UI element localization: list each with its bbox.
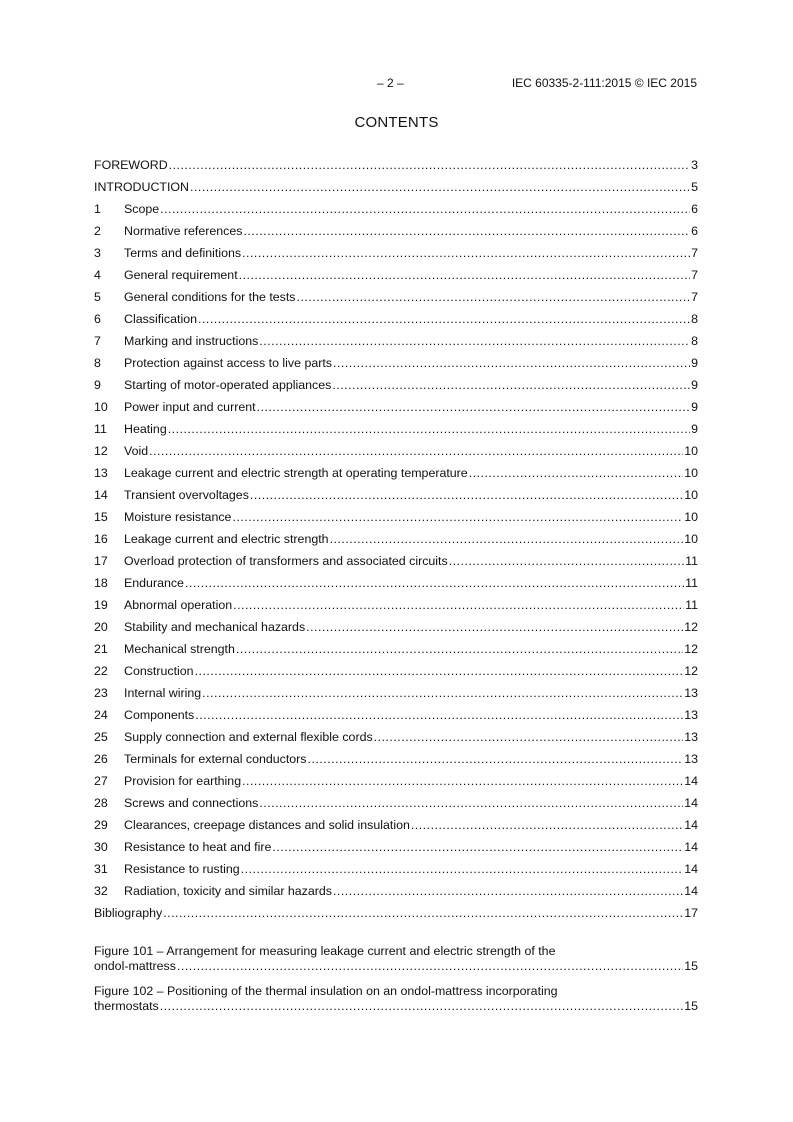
toc-entry-number: 24 xyxy=(94,708,108,722)
toc-entry-label: Abnormal operation xyxy=(124,598,233,612)
toc-entry-page: 14 xyxy=(684,884,698,898)
toc-entry-label: Starting of motor-operated appliances xyxy=(124,378,332,392)
dot-leader xyxy=(272,840,683,854)
dot-leader xyxy=(449,554,684,568)
toc-entry-label: Radiation, toxicity and similar hazards xyxy=(124,884,332,898)
toc-entry-label: INTRODUCTION xyxy=(94,180,189,194)
toc-entry-clause-26[interactable] xyxy=(94,752,698,774)
toc-entry-number: 23 xyxy=(94,686,108,700)
toc-entry-page: 6 xyxy=(691,224,698,238)
toc-entry-page: 11 xyxy=(685,576,698,590)
toc-entry-clause-20[interactable] xyxy=(94,620,698,642)
toc-entry-page: 14 xyxy=(684,840,698,854)
toc-entry-page: 9 xyxy=(691,400,698,414)
document-id: IEC 60335-2-111:2015 © IEC 2015 xyxy=(511,76,697,90)
toc-entry-label: Bibliography xyxy=(94,906,163,920)
toc-entry-page: 13 xyxy=(684,708,698,722)
toc-entry-clause-8[interactable] xyxy=(94,356,698,378)
toc-entry-label: Normative references xyxy=(124,224,243,238)
dot-leader xyxy=(259,796,683,810)
dot-leader xyxy=(333,884,683,898)
toc-entry-number: 13 xyxy=(94,466,108,480)
toc-entry-label: Stability and mechanical hazards xyxy=(124,620,306,634)
toc-entry-page: 10 xyxy=(684,488,698,502)
toc-entry-label: Marking and instructions xyxy=(124,334,259,348)
toc-entry-number: 26 xyxy=(94,752,108,766)
dot-leader xyxy=(330,532,684,546)
toc-entry-clause-14[interactable] xyxy=(94,488,698,510)
toc-entry-label: Provision for earthing xyxy=(124,774,242,788)
toc-entry-page: 8 xyxy=(691,334,698,348)
toc-entry-bibliography[interactable] xyxy=(94,906,698,928)
toc-entry-clause-16[interactable] xyxy=(94,532,698,554)
dot-leader xyxy=(332,378,690,392)
toc-entry-page: 14 xyxy=(684,796,698,810)
toc-entry-page: 13 xyxy=(684,730,698,744)
toc-entry-number: 32 xyxy=(94,884,108,898)
toc-entry-label: Terminals for external conductors xyxy=(124,752,307,766)
toc-entry-label: Endurance xyxy=(124,576,184,590)
toc-entry-clause-17[interactable] xyxy=(94,554,698,576)
toc-entry-clause-25[interactable] xyxy=(94,730,698,752)
toc-entry-clause-29[interactable] xyxy=(94,818,698,840)
toc-entry-number: 6 xyxy=(94,312,101,326)
dot-leader xyxy=(185,576,684,590)
toc-entry-number: 10 xyxy=(94,400,108,414)
toc-entry-page: 11 xyxy=(685,554,698,568)
figure-caption-line1: Figure 101 – Arrangement for measuring leakage current and electric strength of the xyxy=(94,944,556,958)
table-of-contents xyxy=(94,158,698,928)
dot-leader xyxy=(297,290,691,304)
toc-entry-page: 7 xyxy=(691,290,698,304)
toc-entry-clause-9[interactable] xyxy=(94,378,698,400)
dot-leader xyxy=(308,752,684,766)
toc-entry-clause-11[interactable] xyxy=(94,422,698,444)
toc-entry-clause-15[interactable] xyxy=(94,510,698,532)
dot-leader xyxy=(190,180,690,194)
toc-entry-number: 18 xyxy=(94,576,108,590)
toc-entry-clause-12[interactable] xyxy=(94,444,698,466)
toc-entry-clause-32[interactable] xyxy=(94,884,698,906)
toc-entry-page: 12 xyxy=(684,620,698,634)
toc-entry-number: 27 xyxy=(94,774,108,788)
toc-entry-number: 19 xyxy=(94,598,108,612)
dot-leader xyxy=(177,959,683,973)
toc-entry-clause-1[interactable] xyxy=(94,202,698,224)
toc-entry-number: 15 xyxy=(94,510,108,524)
toc-entry-clause-30[interactable] xyxy=(94,840,698,862)
dot-leader xyxy=(236,642,683,656)
clause-list xyxy=(94,202,698,906)
toc-entry-number: 25 xyxy=(94,730,108,744)
toc-entry-clause-19[interactable] xyxy=(94,598,698,620)
toc-entry-clause-5[interactable] xyxy=(94,290,698,312)
toc-entry-label: FOREWORD xyxy=(94,158,168,172)
dot-leader xyxy=(306,620,683,634)
toc-entry-label: Screws and connections xyxy=(124,796,259,810)
dot-leader xyxy=(202,686,683,700)
toc-entry-number: 11 xyxy=(94,422,107,436)
dot-leader xyxy=(160,202,690,216)
toc-entry-label: Scope xyxy=(124,202,160,216)
toc-entry-clause-21[interactable] xyxy=(94,642,698,664)
page-title: CONTENTS xyxy=(354,114,439,131)
dot-leader xyxy=(333,356,690,370)
toc-entry-label: Internal wiring xyxy=(124,686,202,700)
toc-entry-clause-27[interactable] xyxy=(94,774,698,796)
dot-leader xyxy=(195,664,684,678)
dot-leader xyxy=(374,730,684,744)
figure-caption-line2: ondol-mattress xyxy=(94,959,176,973)
toc-entry-clause-6[interactable] xyxy=(94,312,698,334)
toc-entry-label: Power input and current xyxy=(124,400,256,414)
toc-entry-label: Classification xyxy=(124,312,197,326)
toc-entry-label: Supply connection and external flexible cords xyxy=(124,730,373,744)
toc-entry-label: Protection against access to live parts xyxy=(124,356,332,370)
toc-entry-label: General requirement xyxy=(124,268,238,282)
toc-entry-number: 2 xyxy=(94,224,101,238)
toc-entry-page: 14 xyxy=(684,818,698,832)
toc-entry-page: 17 xyxy=(684,906,698,920)
toc-entry-label: Mechanical strength xyxy=(124,642,235,656)
toc-entry-number: 22 xyxy=(94,664,108,678)
dot-leader xyxy=(232,510,683,524)
toc-entry-page: 12 xyxy=(684,664,698,678)
toc-entry-page: 14 xyxy=(684,774,698,788)
toc-entry-page: 11 xyxy=(685,598,698,612)
toc-entry-label: Moisture resistance xyxy=(124,510,232,524)
toc-entry-label: Overload protection of transformers and associated circuits xyxy=(124,554,448,568)
toc-entry-page: 5 xyxy=(691,180,698,194)
toc-entry-page: 7 xyxy=(691,268,698,282)
toc-entry-page: 8 xyxy=(691,312,698,326)
dot-leader xyxy=(163,906,683,920)
toc-entry-clause-23[interactable] xyxy=(94,686,698,708)
toc-entry-number: 21 xyxy=(94,642,108,656)
toc-entry-page: 10 xyxy=(684,510,698,524)
dot-leader xyxy=(250,488,683,502)
dot-leader xyxy=(168,422,690,436)
figure-entry[interactable] xyxy=(94,944,698,974)
toc-entry-number: 30 xyxy=(94,840,108,854)
dot-leader xyxy=(169,158,690,172)
toc-entry-introduction[interactable] xyxy=(94,180,698,202)
dot-leader xyxy=(239,268,690,282)
toc-entry-page: 12 xyxy=(684,642,698,656)
dot-leader xyxy=(411,818,683,832)
toc-entry-clause-3[interactable] xyxy=(94,246,698,268)
page-header xyxy=(0,76,793,92)
toc-entry-number: 16 xyxy=(94,532,108,546)
toc-entry-label: Construction xyxy=(124,664,194,678)
toc-entry-page: 9 xyxy=(691,422,698,436)
toc-entry-label: Terms and definitions xyxy=(124,246,242,260)
toc-entry-number: 29 xyxy=(94,818,108,832)
toc-entry-number: 12 xyxy=(94,444,108,458)
toc-entry-page: 13 xyxy=(684,752,698,766)
toc-entry-page: 10 xyxy=(684,532,698,546)
toc-entry-number: 8 xyxy=(94,356,101,370)
dot-leader xyxy=(233,598,684,612)
toc-entry-number: 20 xyxy=(94,620,108,634)
toc-entry-label: Transient overvoltages xyxy=(124,488,249,502)
toc-entry-label: Resistance to heat and fire xyxy=(124,840,272,854)
toc-entry-number: 5 xyxy=(94,290,101,304)
toc-entry-number: 3 xyxy=(94,246,101,260)
toc-entry-foreword[interactable] xyxy=(94,158,698,180)
figure-caption-line1: Figure 102 – Positioning of the thermal insulation on an ondol-mattress incorporating xyxy=(94,984,558,998)
dot-leader xyxy=(242,246,690,260)
toc-entry-clause-18[interactable] xyxy=(94,576,698,598)
toc-entry-label: Leakage current and electric strength at operating temperature xyxy=(124,466,468,480)
toc-entry-page: 9 xyxy=(691,378,698,392)
figure-caption-line2: thermostats xyxy=(94,999,159,1013)
dot-leader xyxy=(469,466,684,480)
dot-leader xyxy=(241,862,684,876)
dot-leader xyxy=(198,312,690,326)
toc-entry-label: Heating xyxy=(124,422,167,436)
toc-entry-page: 10 xyxy=(684,466,698,480)
toc-entry-number: 4 xyxy=(94,268,101,282)
dot-leader xyxy=(257,400,691,414)
toc-entry-page: 13 xyxy=(684,686,698,700)
dot-leader xyxy=(243,224,690,238)
toc-entry-clause-7[interactable] xyxy=(94,334,698,356)
toc-entry-page: 9 xyxy=(691,356,698,370)
toc-entry-clause-13[interactable] xyxy=(94,466,698,488)
toc-entry-number: 9 xyxy=(94,378,101,392)
toc-entry-clause-22[interactable] xyxy=(94,664,698,686)
page-number: – 2 – xyxy=(377,76,404,90)
toc-entry-page: 10 xyxy=(684,444,698,458)
dot-leader xyxy=(259,334,690,348)
toc-entry-clause-31[interactable] xyxy=(94,862,698,884)
toc-entry-label: General conditions for the tests xyxy=(124,290,296,304)
list-of-figures xyxy=(94,944,698,1024)
toc-entry-page: 3 xyxy=(691,158,698,172)
figure-entry[interactable] xyxy=(94,984,698,1014)
toc-entry-label: Leakage current and electric strength xyxy=(124,532,329,546)
toc-entry-number: 7 xyxy=(94,334,101,348)
toc-entry-number: 28 xyxy=(94,796,108,810)
toc-entry-number: 14 xyxy=(94,488,108,502)
toc-entry-number: 31 xyxy=(94,862,108,876)
toc-entry-label: Void xyxy=(124,444,149,458)
toc-entry-clause-24[interactable] xyxy=(94,708,698,730)
dot-leader xyxy=(195,708,683,722)
toc-entry-clause-10[interactable] xyxy=(94,400,698,422)
toc-entry-clause-28[interactable] xyxy=(94,796,698,818)
dot-leader xyxy=(242,774,683,788)
toc-entry-number: 1 xyxy=(94,202,101,216)
toc-entry-clause-4[interactable] xyxy=(94,268,698,290)
dot-leader xyxy=(149,444,683,458)
toc-entry-clause-2[interactable] xyxy=(94,224,698,246)
toc-entry-label: Clearances, creepage distances and solid insulation xyxy=(124,818,410,832)
toc-entry-label: Resistance to rusting xyxy=(124,862,240,876)
toc-entry-page: 14 xyxy=(684,862,698,876)
toc-entry-number: 17 xyxy=(94,554,108,568)
figure-page: 15 xyxy=(684,999,698,1013)
toc-entry-page: 6 xyxy=(691,202,698,216)
toc-entry-label: Components xyxy=(124,708,195,722)
toc-entry-page: 7 xyxy=(691,246,698,260)
dot-leader xyxy=(160,999,683,1013)
figure-page: 15 xyxy=(684,959,698,973)
